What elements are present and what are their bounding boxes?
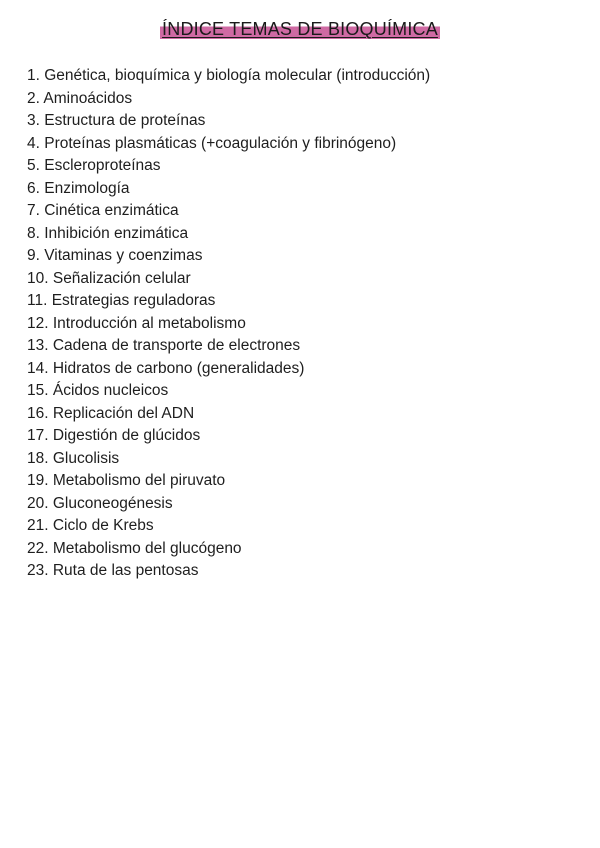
list-item: 1. Genética, bioquímica y biología molecular (introducción) <box>27 67 431 84</box>
list-item: 7. Cinética enzimática <box>27 202 179 219</box>
list-item: 6. Enzimología <box>27 179 130 197</box>
list-item: 22. Metabolismo del glucógeno <box>27 539 242 557</box>
list-item: 12. Introducción al metabolismo <box>27 314 246 332</box>
list-item: 9. Vitaminas y coenzimas <box>27 247 203 264</box>
list-item: 23. Ruta de las pentosas <box>27 562 199 579</box>
list-item: 2. Aminoácidos <box>27 89 133 107</box>
title-container <box>0 16 600 42</box>
list-item: 4. Proteínas plasmáticas (+coagulación y fibrinógeno) <box>27 134 397 152</box>
topic-index-list <box>27 65 430 583</box>
list-item: 16. Replicación del ADN <box>27 404 195 422</box>
list-item: 15. Ácidos nucleicos <box>27 382 169 399</box>
list-item: 11. Estrategias reguladoras <box>27 292 216 309</box>
list-item: 19. Metabolismo del piruvato <box>27 472 226 489</box>
list-item: 18. Glucolisis <box>27 449 120 467</box>
list-item: 14. Hidratos de carbono (generalidades) <box>27 359 305 377</box>
list-item: 5. Escleroproteínas <box>27 157 161 174</box>
list-item: 10. Señalización celular <box>27 269 191 287</box>
list-item: 3. Estructura de proteínas <box>27 112 206 129</box>
list-item: 13. Cadena de transporte de electrones <box>27 337 301 354</box>
list-item: 20. Gluconeogénesis <box>27 494 173 512</box>
page-title: ÍNDICE TEMAS DE BIOQUÍMICA <box>160 16 440 42</box>
list-item: 17. Digestión de glúcidos <box>27 427 201 444</box>
list-item: 21. Ciclo de Krebs <box>27 517 154 534</box>
list-item: 8. Inhibición enzimática <box>27 224 189 242</box>
